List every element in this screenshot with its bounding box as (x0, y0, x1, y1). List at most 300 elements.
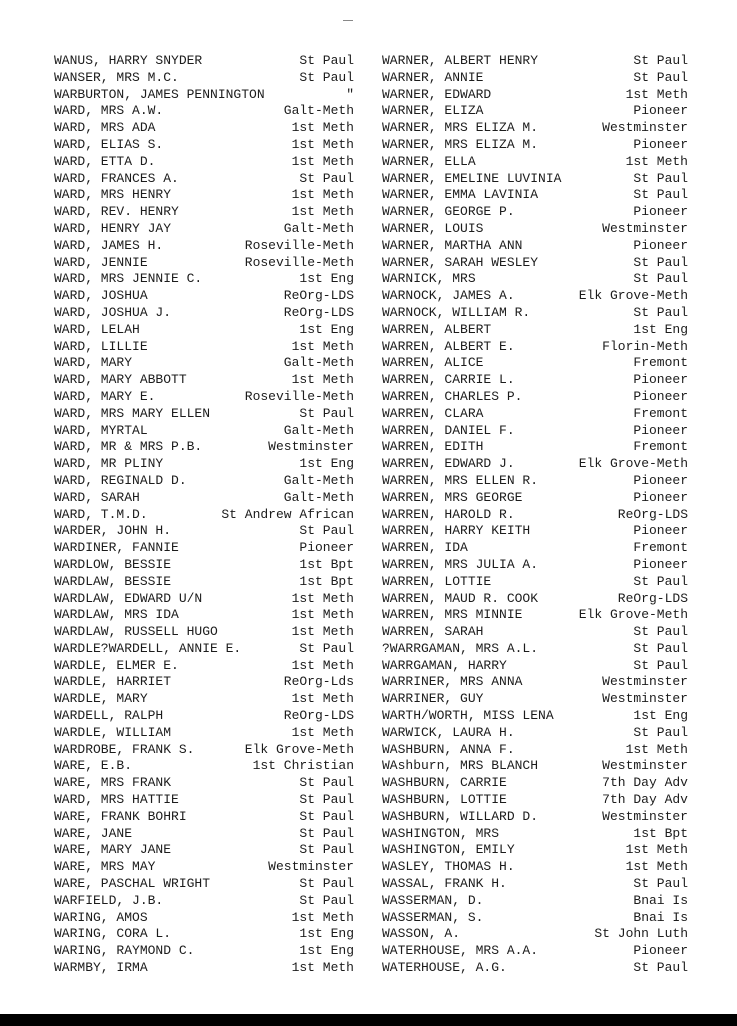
directory-entry (382, 271, 688, 288)
church-name: 1st Eng (633, 321, 688, 337)
directory-entry (382, 154, 688, 171)
member-name: WARD, MRS HATTIE (54, 792, 179, 808)
directory-entry (382, 691, 688, 708)
member-name: WARD, JENNIE (54, 254, 148, 270)
directory-entry (382, 439, 688, 456)
directory-entry (54, 171, 354, 188)
church-name: Florin-Meth (602, 338, 688, 354)
directory-entry (382, 960, 688, 977)
church-name: St Paul (633, 271, 688, 287)
member-name: WARREN, HARRY KEITH (382, 523, 531, 539)
church-name: 1st Meth (291, 187, 354, 203)
church-name: Pioneer (633, 204, 688, 220)
member-name: WARDLOW, BESSIE (54, 556, 172, 572)
member-name: WARDLE, MARY (54, 691, 148, 707)
member-name: WARWICK, LAURA H. (382, 724, 515, 740)
church-name: St Paul (633, 69, 688, 85)
directory-entry (382, 742, 688, 759)
directory-entry (382, 926, 688, 943)
left-column (54, 53, 354, 977)
directory-entry (382, 473, 688, 490)
directory-entry (382, 507, 688, 524)
directory-entry (382, 826, 688, 843)
directory-entry (382, 607, 688, 624)
directory-entry (54, 456, 354, 473)
member-name: WARNER, LOUIS (382, 220, 484, 236)
directory-entry (382, 591, 688, 608)
member-name: WARD, LILLIE (54, 338, 148, 354)
member-name: ?WARRGAMAN, MRS A.L. (382, 640, 539, 656)
church-name: Pioneer (633, 489, 688, 505)
church-name: Pioneer (633, 103, 688, 119)
church-name: Roseville-Meth (244, 254, 354, 270)
church-name: Elk Grove-Meth (578, 607, 688, 623)
directory-entry (54, 288, 354, 305)
member-name: WARREN, CARRIE L. (382, 372, 515, 388)
member-name: WARE, MARY JANE (54, 842, 172, 858)
directory-entry (54, 322, 354, 339)
directory-entry (382, 355, 688, 372)
member-name: WARD, REGINALD D. (54, 472, 187, 488)
member-name: WARE, E.B. (54, 758, 133, 774)
member-name: WARD, JOSHUA J. (54, 304, 172, 320)
directory-entry (382, 288, 688, 305)
directory-entry (54, 490, 354, 507)
member-name: WARD, MARY E. (54, 388, 156, 404)
member-name: WARD, MRS A.W. (54, 103, 164, 119)
directory-entry (54, 439, 354, 456)
church-name: Fremont (633, 355, 688, 371)
church-name: St Paul (299, 640, 354, 656)
church-name: Pioneer (633, 237, 688, 253)
directory-entry (54, 406, 354, 423)
directory-entry (54, 641, 354, 658)
directory-entry (382, 943, 688, 960)
church-name: 1st Meth (291, 372, 354, 388)
directory-entry (54, 607, 354, 624)
member-name: WARRINER, GUY (382, 691, 484, 707)
member-name: WARNER, EMMA LAVINIA (382, 187, 539, 203)
member-name: WANUS, HARRY SNYDER (54, 53, 203, 68)
member-name: WASSAL, FRANK H. (382, 876, 507, 892)
directory-entry (54, 87, 354, 104)
member-name: WARNER, MARTHA ANN (382, 237, 523, 253)
directory-entry (382, 758, 688, 775)
directory-entry (54, 658, 354, 675)
member-name: WARE, PASCHAL WRIGHT (54, 876, 211, 892)
directory-entry (54, 574, 354, 591)
church-name: 1st Bpt (299, 556, 354, 572)
church-name: Westminster (602, 120, 688, 136)
church-name: St Paul (299, 792, 354, 808)
directory-entry (54, 221, 354, 238)
member-name: WATERHOUSE, A.G. (382, 960, 507, 976)
church-name: Elk Grove-Meth (244, 741, 354, 757)
member-name: WARREN, HAROLD R. (382, 506, 515, 522)
church-name: St Paul (299, 892, 354, 908)
member-name: WARNER, SARAH WESLEY (382, 254, 539, 270)
church-name: Roseville-Meth (244, 237, 354, 253)
church-name: 1st Eng (299, 943, 354, 959)
member-name: WARE, FRANK BOHRI (54, 808, 187, 824)
member-name: WARD, T.M.D. (54, 506, 148, 522)
member-name: WAshburn, MRS BLANCH (382, 758, 539, 774)
directory-entry (54, 204, 354, 221)
member-name: WARNOCK, WILLIAM R. (382, 304, 531, 320)
church-name: Fremont (633, 540, 688, 556)
member-name: WARRINER, MRS ANNA (382, 674, 523, 690)
church-name: Bnai Is (633, 909, 688, 925)
directory-entry (382, 859, 688, 876)
directory-entry (54, 893, 354, 910)
directory-entry (54, 523, 354, 540)
directory-entry (382, 658, 688, 675)
church-name: Fremont (633, 405, 688, 421)
member-name: WARNER, EMELINE LUVINIA (382, 170, 562, 186)
member-name: WARNICK, MRS (382, 271, 476, 287)
church-name: Bnai Is (633, 892, 688, 908)
member-name: WARNER, EDWARD (382, 86, 492, 102)
church-name: 1st Eng (299, 456, 354, 472)
church-name: St Paul (299, 523, 354, 539)
directory-entry (382, 171, 688, 188)
church-name: ReOrg-LDS (283, 708, 354, 724)
church-name: " (346, 86, 354, 102)
directory-entry (54, 792, 354, 809)
church-name: St Paul (633, 724, 688, 740)
directory-entry (382, 103, 688, 120)
church-name: 1st Meth (625, 741, 688, 757)
directory-entry (54, 859, 354, 876)
church-name: 1st Meth (625, 153, 688, 169)
directory-entry (54, 372, 354, 389)
member-name: WARNER, ALBERT HENRY (382, 53, 539, 68)
directory-entry (382, 53, 688, 70)
church-name: Pioneer (633, 388, 688, 404)
directory-entry (54, 742, 354, 759)
member-name: WARREN, MRS GEORGE (382, 489, 523, 505)
member-name: WASHBURN, CARRIE (382, 775, 507, 791)
member-name: WARNOCK, JAMES A. (382, 288, 515, 304)
member-name: WARDLAW, BESSIE (54, 573, 172, 589)
church-name: Pioneer (633, 556, 688, 572)
member-name: WARREN, EDWARD J. (382, 456, 515, 472)
church-name: 1st Meth (291, 691, 354, 707)
member-name: WARD, MARY ABBOTT (54, 372, 187, 388)
church-name: 1st Meth (291, 624, 354, 640)
church-name: Westminster (602, 691, 688, 707)
church-name: Fremont (633, 439, 688, 455)
church-name: Pioneer (633, 472, 688, 488)
church-name: St Paul (633, 960, 688, 976)
member-name: WATERHOUSE, MRS A.A. (382, 943, 539, 959)
directory-entry (382, 893, 688, 910)
church-name: 1st Eng (633, 708, 688, 724)
directory-entry (382, 389, 688, 406)
scan-edge-band (0, 1014, 737, 1026)
church-name: 1st Meth (291, 204, 354, 220)
church-name: St John Luth (594, 926, 688, 942)
directory-entry (54, 708, 354, 725)
member-name: WARDELL, RALPH (54, 708, 164, 724)
member-name: WARD, ELIAS S. (54, 136, 164, 152)
directory-entry (54, 775, 354, 792)
directory-entry (382, 708, 688, 725)
directory-entry (54, 120, 354, 137)
directory-entry (54, 255, 354, 272)
member-name: WARD, MYRTAL (54, 422, 148, 438)
church-name: Westminster (602, 808, 688, 824)
member-name: WARNER, GEORGE P. (382, 204, 515, 220)
directory-entry (54, 507, 354, 524)
church-name: ReOrg-LDS (617, 590, 688, 606)
member-name: WARE, MRS FRANK (54, 775, 172, 791)
church-name: Roseville-Meth (244, 388, 354, 404)
church-name: St Andrew African (221, 506, 354, 522)
directory-entry (382, 238, 688, 255)
directory-entry (382, 775, 688, 792)
directory-entry (382, 187, 688, 204)
directory-entry (382, 406, 688, 423)
member-name: WASHBURN, LOTTIE (382, 792, 507, 808)
member-name: WARREN, CHARLES P. (382, 388, 523, 404)
church-name: 1st Eng (299, 926, 354, 942)
directory-entry (54, 339, 354, 356)
member-name: WARD, JAMES H. (54, 237, 164, 253)
member-name: WASSERMAN, D. (382, 892, 484, 908)
member-name: WARREN, IDA (382, 540, 468, 556)
member-name: WARD, MR PLINY (54, 456, 164, 472)
directory-entry (54, 423, 354, 440)
church-name: Elk Grove-Meth (578, 288, 688, 304)
member-name: WARNER, ANNIE (382, 69, 484, 85)
member-name: WASHINGTON, EMILY (382, 842, 515, 858)
directory-entry (54, 557, 354, 574)
member-name: WARING, AMOS (54, 909, 148, 925)
church-name: ReOrg-LDS (617, 506, 688, 522)
church-name: 1st Meth (291, 136, 354, 152)
church-name: 1st Eng (299, 321, 354, 337)
directory-entry (382, 70, 688, 87)
church-name: Galt-Meth (283, 489, 354, 505)
member-name: WARD, JOSHUA (54, 288, 148, 304)
directory-entry (54, 624, 354, 641)
church-name: 1st Meth (291, 724, 354, 740)
directory-entry (54, 238, 354, 255)
directory-entry (54, 187, 354, 204)
member-name: WARNER, ELIZA (382, 103, 484, 119)
member-name: WARREN, ALBERT E. (382, 338, 515, 354)
directory-entry (54, 271, 354, 288)
directory-entry (54, 103, 354, 120)
member-name: WARD, REV. HENRY (54, 204, 179, 220)
directory-entry (382, 540, 688, 557)
member-name: WASLEY, THOMAS H. (382, 859, 515, 875)
church-name: 1st Meth (625, 842, 688, 858)
member-name: WARDLAW, RUSSELL HUGO (54, 624, 218, 640)
directory-entry (382, 490, 688, 507)
church-name: Westminster (602, 220, 688, 236)
directory-entry (382, 641, 688, 658)
member-name: WANSER, MRS M.C. (54, 69, 179, 85)
church-name: St Paul (633, 53, 688, 68)
member-name: WARREN, MAUD R. COOK (382, 590, 539, 606)
directory-entry (54, 389, 354, 406)
directory-entry (54, 473, 354, 490)
directory-entry (382, 842, 688, 859)
church-name: St Paul (633, 304, 688, 320)
directory-entry (382, 423, 688, 440)
church-name: Pioneer (299, 540, 354, 556)
directory-entry (382, 322, 688, 339)
member-name: WARDLE, ELMER E. (54, 657, 179, 673)
directory-entry (382, 574, 688, 591)
member-name: WARD, MRS MARY ELLEN (54, 405, 211, 421)
church-name: Galt-Meth (283, 355, 354, 371)
member-name: WARREN, ALBERT (382, 321, 492, 337)
member-name: WASHBURN, WILLARD D. (382, 808, 539, 824)
directory-entry (54, 691, 354, 708)
directory-entry (382, 725, 688, 742)
church-name: St Paul (633, 187, 688, 203)
church-name: Galt-Meth (283, 472, 354, 488)
directory-entry (382, 204, 688, 221)
member-name: WARREN, MRS JULIA A. (382, 556, 539, 572)
directory-entry (54, 809, 354, 826)
directory-entry (382, 809, 688, 826)
member-name: WARE, JANE (54, 825, 133, 841)
member-name: WARREN, DANIEL F. (382, 422, 515, 438)
member-name: WARDLAW, MRS IDA (54, 607, 179, 623)
church-name: ReOrg-Lds (283, 674, 354, 690)
church-name: 1st Meth (291, 338, 354, 354)
church-name: Galt-Meth (283, 103, 354, 119)
directory-entry (54, 876, 354, 893)
directory-entry (382, 910, 688, 927)
directory-entry (382, 137, 688, 154)
member-name: WARRGAMAN, HARRY (382, 657, 507, 673)
church-name: 1st Meth (291, 590, 354, 606)
member-name: WARNER, MRS ELIZA M. (382, 136, 539, 152)
member-name: WARREN, MRS ELLEN R. (382, 472, 539, 488)
member-name: WARDER, JOHN H. (54, 523, 172, 539)
directory-entry (382, 87, 688, 104)
church-name: 1st Eng (299, 271, 354, 287)
directory-entry (54, 960, 354, 977)
directory-entry (54, 540, 354, 557)
church-name: 1st Meth (291, 960, 354, 976)
church-name: 1st Meth (625, 86, 688, 102)
church-name: 7th Day Adv (602, 775, 688, 791)
church-name: Pioneer (633, 136, 688, 152)
church-name: St Paul (299, 53, 354, 68)
church-name: St Paul (633, 170, 688, 186)
right-column (382, 53, 688, 977)
directory-entry (382, 674, 688, 691)
member-name: WARREN, MRS MINNIE (382, 607, 523, 623)
church-name: Pioneer (633, 943, 688, 959)
church-name: St Paul (299, 808, 354, 824)
church-name: Westminster (268, 439, 354, 455)
church-name: Pioneer (633, 422, 688, 438)
church-name: 1st Christian (252, 758, 354, 774)
directory-entry (382, 792, 688, 809)
church-name: Elk Grove-Meth (578, 456, 688, 472)
church-name: 1st Meth (291, 909, 354, 925)
directory-entry (54, 758, 354, 775)
directory-entry (382, 255, 688, 272)
directory-entry (382, 876, 688, 893)
church-name: Pioneer (633, 372, 688, 388)
scan-mark (343, 20, 353, 21)
directory-entry (54, 137, 354, 154)
member-name: WARNER, MRS ELIZA M. (382, 120, 539, 136)
directory-entry (54, 842, 354, 859)
directory-entry (382, 456, 688, 473)
member-name: WARING, RAYMOND C. (54, 943, 195, 959)
member-name: WARREN, EDITH (382, 439, 484, 455)
directory-entry (382, 120, 688, 137)
directory-entry (54, 591, 354, 608)
member-name: WARD, MR & MRS P.B. (54, 439, 203, 455)
member-name: WARE, MRS MAY (54, 859, 156, 875)
member-name: WARBURTON, JAMES PENNINGTON (54, 86, 265, 102)
church-name: St Paul (299, 775, 354, 791)
church-name: 1st Meth (291, 657, 354, 673)
directory-entry (382, 557, 688, 574)
member-name: WARFIELD, J.B. (54, 892, 164, 908)
member-name: WARDLE, WILLIAM (54, 724, 172, 740)
directory-entry (54, 154, 354, 171)
member-name: WARDINER, FANNIE (54, 540, 179, 556)
church-name: ReOrg-LDS (283, 288, 354, 304)
church-name: 7th Day Adv (602, 792, 688, 808)
church-name: St Paul (299, 405, 354, 421)
member-name: WARD, SARAH (54, 489, 140, 505)
church-name: Galt-Meth (283, 220, 354, 236)
member-name: WASHINGTON, MRS (382, 825, 500, 841)
member-name: WARD, MRS JENNIE C. (54, 271, 203, 287)
member-name: WARNER, ELLA (382, 153, 476, 169)
church-name: St Paul (299, 170, 354, 186)
directory-entry (54, 943, 354, 960)
member-name: WARREN, CLARA (382, 405, 484, 421)
church-name: St Paul (633, 640, 688, 656)
directory-entry (54, 53, 354, 70)
member-name: WARING, CORA L. (54, 926, 172, 942)
member-name: WARDROBE, FRANK S. (54, 741, 195, 757)
directory-entry (54, 910, 354, 927)
member-name: WASSERMAN, S. (382, 909, 484, 925)
member-name: WARREN, SARAH (382, 624, 484, 640)
church-name: ReOrg-LDS (283, 304, 354, 320)
member-name: WARDLAW, EDWARD U/N (54, 590, 203, 606)
member-name: WARD, MARY (54, 355, 133, 371)
member-name: WARDLE, HARRIET (54, 674, 172, 690)
directory-entry (382, 372, 688, 389)
directory-entry (54, 826, 354, 843)
church-name: Westminster (602, 758, 688, 774)
church-name: 1st Meth (291, 120, 354, 136)
church-name: St Paul (299, 842, 354, 858)
church-name: St Paul (633, 573, 688, 589)
directory-entry (54, 70, 354, 87)
directory-entry (382, 523, 688, 540)
directory-entry (54, 926, 354, 943)
church-name: Pioneer (633, 523, 688, 539)
directory-entry (54, 305, 354, 322)
member-name: WARD, MRS HENRY (54, 187, 172, 203)
